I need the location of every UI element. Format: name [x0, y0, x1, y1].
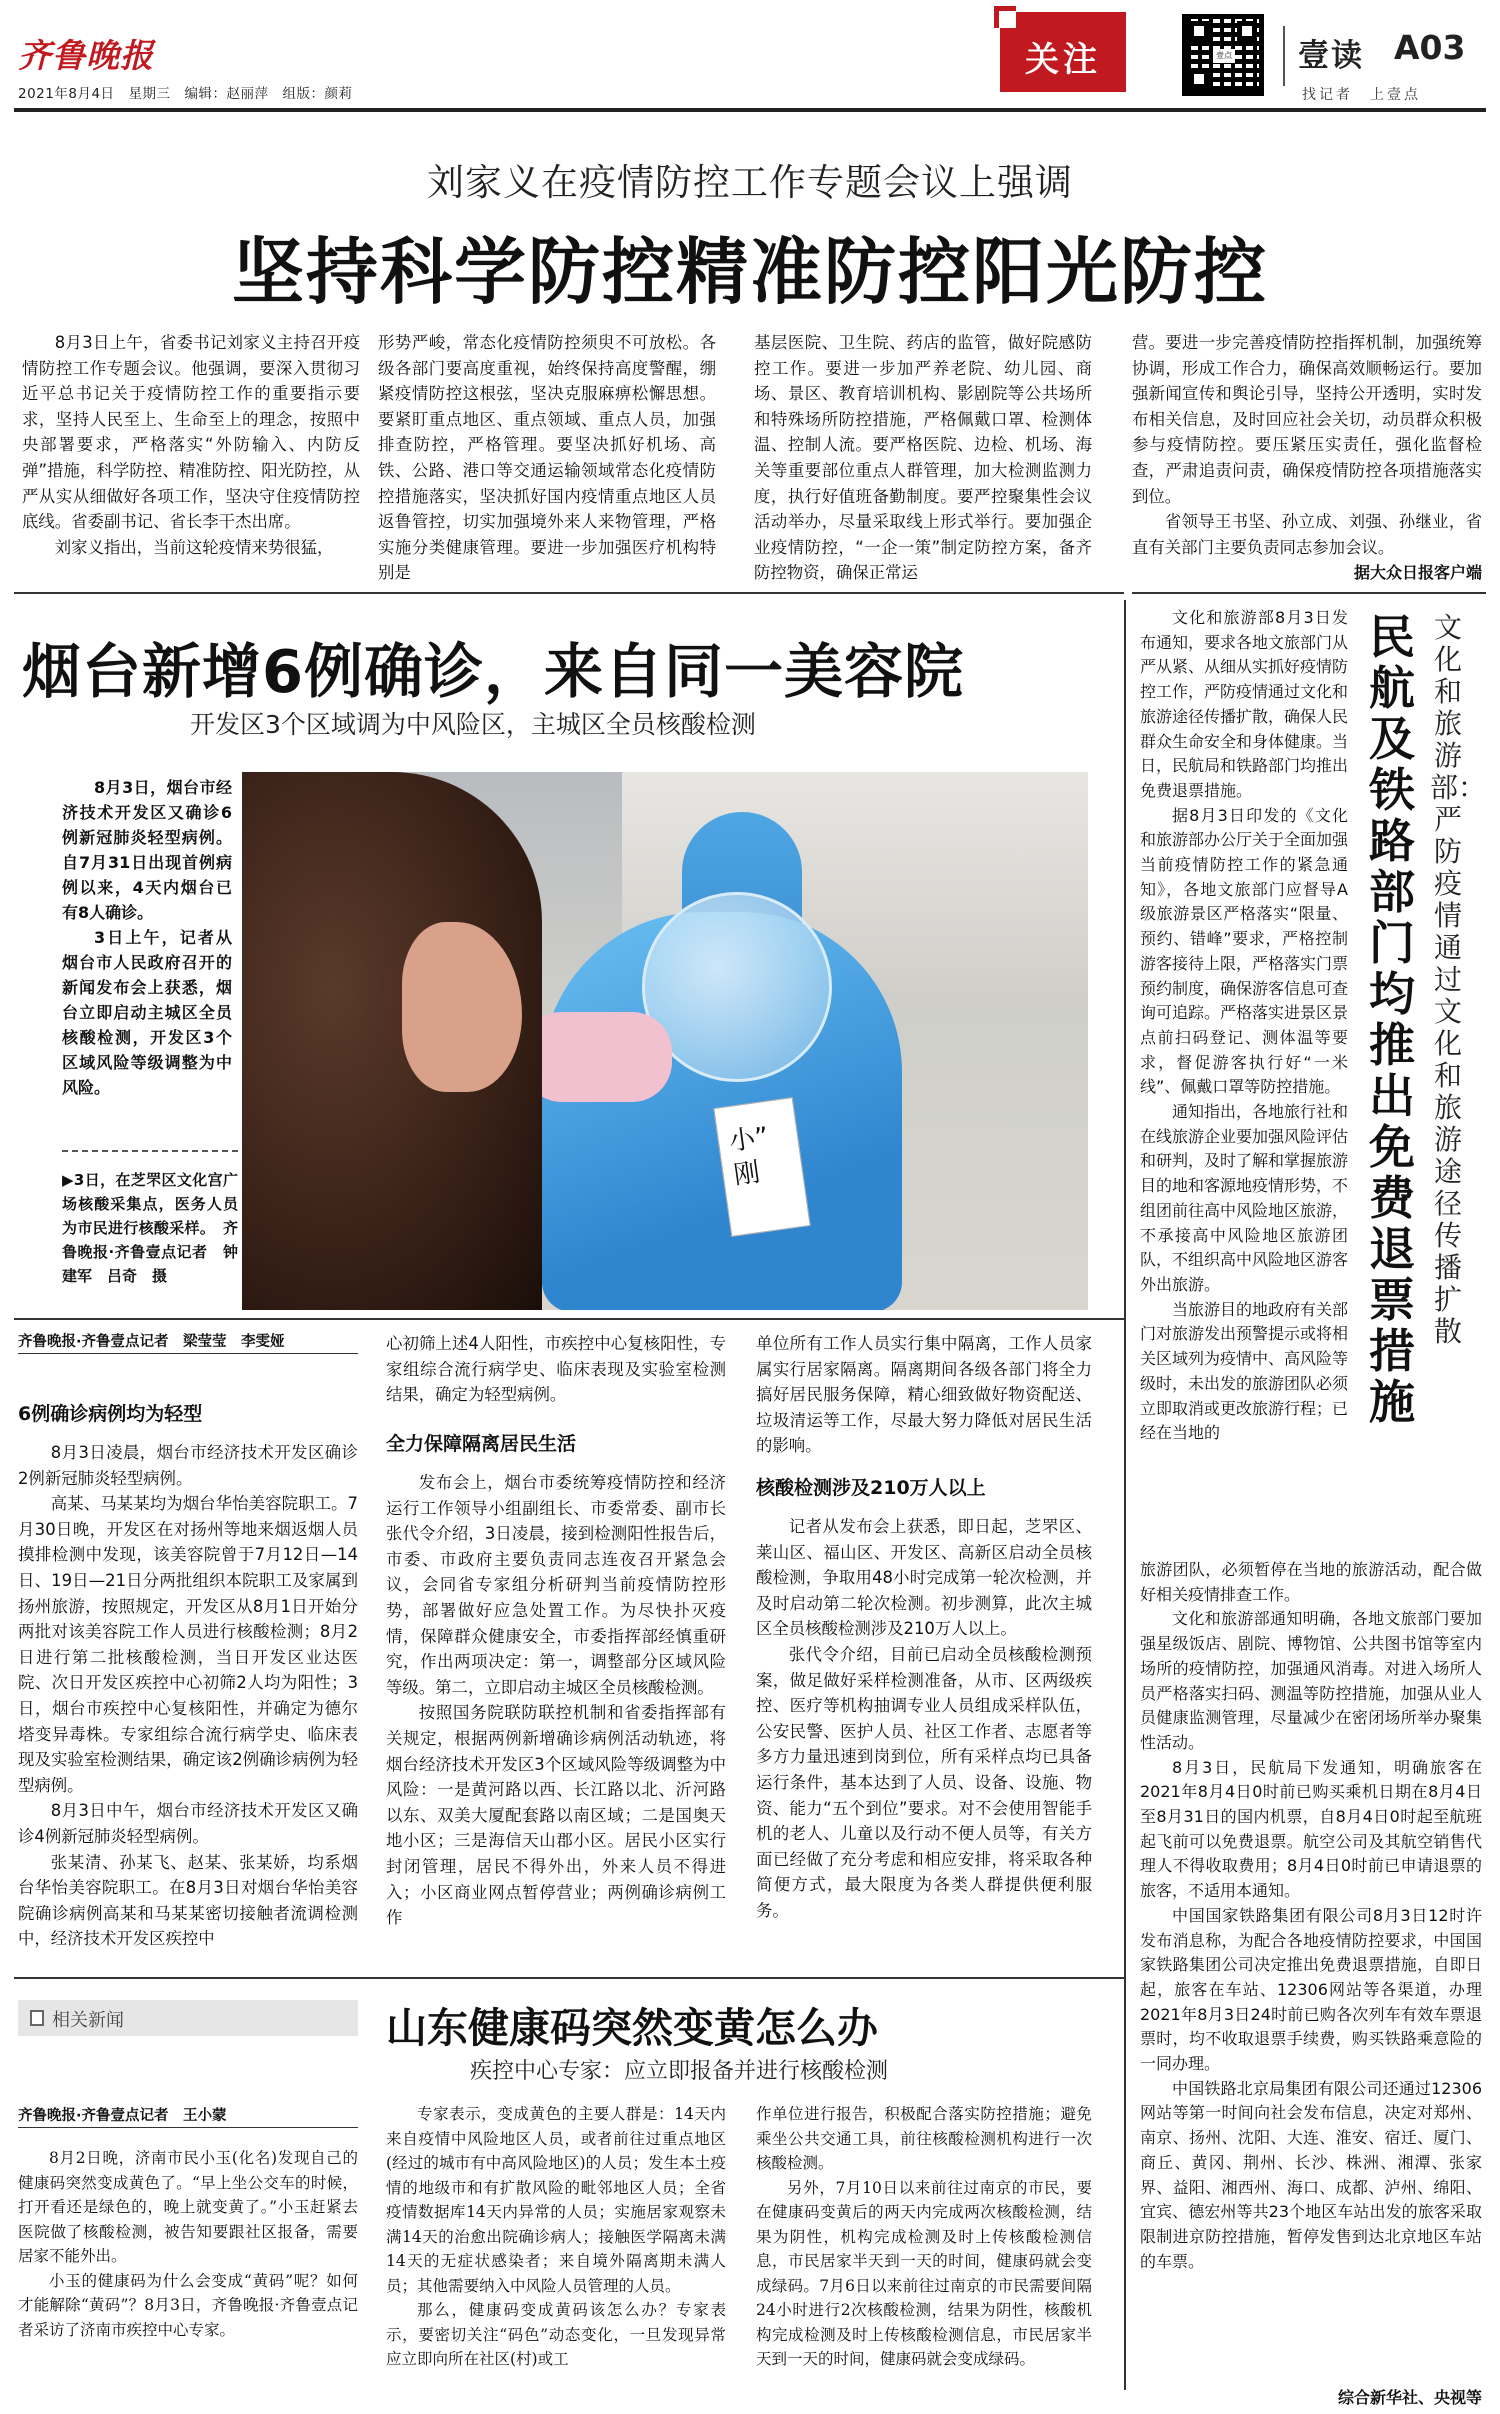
tagline: 找记者 上壹点	[1302, 87, 1421, 103]
qr-center-label: 壹点	[1213, 49, 1235, 63]
related-news-label: 相关新闻	[52, 2010, 124, 2031]
lead-col-1	[22, 330, 360, 560]
date-line: 2021年8月4日 星期三 编辑：赵丽萍 组版：颜莉	[18, 86, 353, 102]
qr-finder-tl	[1189, 21, 1209, 41]
yantai-col-3a	[756, 1331, 1092, 1459]
paragraph: 按照国务院联防联控机制和省委指挥部有关规定，根据两例新增确诊病例活动轨迹，将烟台经济技术开发区3个区域风险等级调整为中风险：一是黄河路以西、长江路以北、沂河路以东、双美大厦配套路以南区域；二是国奥天地小区；三是海信天山郡小区。居民小区实行封闭管理，居民不得外出，外来人员不得进入；小区商业网点暂停营业；两例确诊病例工作	[386, 1703, 726, 1928]
paragraph: 单位所有工作人员实行集中隔离，工作人员家属实行居家隔离。隔离期间各级各部门将全力搞好居民服务保障，精心细致做好物资配送、垃圾清运等工作，尽最大努力降低对居民生活的影响。	[756, 1334, 1092, 1456]
masthead-divider	[1283, 26, 1285, 86]
paragraph: 营。要进一步完善疫情防控指挥机制，加强统筹协调，形成工作合力，确保高效顺畅运行。要加强新闻宣传和舆论引导，坚持公开透明，实时发布相关信息，及时回应社会关切，动员群众积极参与疫情防控。要压紧压实责任，强化监督检查，严肃追责问责，确保疫情防控各项措施落实到位。	[1132, 333, 1482, 506]
paragraph: 形势严峻，常态化疫情防控须臾不可放松。各级各部门要高度重视，始终保持高度警醒，绷紧疫情防控这根弦，坚决克服麻痹松懈思想。要紧盯重点地区、重点领域、重点人员，加强排查防控，严格管理。要坚决抓好机场、高铁、公路、港口等交通运输领域常态化疫情防控措施落实，坚决抓好国内疫情重点地区人员返鲁管控，切实加强境外来人来物管理，严格实施分类健康管理。要进一步加强医疗机构特别是	[378, 333, 716, 583]
yantai-summary	[62, 775, 232, 1100]
related-col-1	[18, 2146, 358, 2342]
section-name: 壹读	[1298, 38, 1364, 74]
badge-label: 关注	[1025, 40, 1101, 80]
lead-kicker: 刘家义在疫情防控工作专题会议上强调	[427, 161, 1073, 204]
paragraph: 作单位进行报告，积极配合落实防控措施；避免乘坐公共交通工具，前往核酸检测机构进行一次核酸检测。	[756, 2105, 1092, 2172]
yantai-subhead: 开发区3个区域调为中风险区，主城区全员核酸检测	[190, 710, 756, 739]
caption-rule	[62, 1150, 238, 1152]
paragraph: 张某清、孙某飞、赵某、张某娇，均系烟台华怡美容院职工。在8月3日对烟台华怡美容院确诊病例高某和马某某密切接触者流调检测中，经济技术开发区疾控中	[18, 1852, 358, 1949]
paragraph: 记者从发布会上获悉，即日起，芝罘区、莱山区、福山区、开发区、高新区启动全员核酸检测，争取用48小时完成第一轮次检测，并及时启动第二轮次检测。初步测算，此次主城区全员核酸检测涉及210万人以上。	[756, 1517, 1092, 1639]
paragraph: 旅游团队，必须暂停在当地的旅游活动，配合做好相关疫情排查工作。	[1140, 1560, 1482, 1604]
lead-source: 据大众日报客户端	[1353, 563, 1482, 582]
qr-code	[1182, 14, 1264, 96]
yantai-section-1: 6例确诊病例均为轻型	[18, 1403, 203, 1425]
paragraph: 3日上午，记者从烟台市人民政府召开的新闻发布会上获悉，烟台立即启动主城区全员核酸检测，开发区3个区域风险等级调整为中风险。	[62, 928, 232, 1097]
photo-gloves	[522, 1012, 672, 1102]
yantai-section-3: 核酸检测涉及210万人以上	[756, 1477, 986, 1499]
paragraph: 当旅游目的地政府有关部门对旅游发出预警提示或将相关区域列为疫情中、高风险等级时，未出发的旅游团队必须立即取消或更改旅游行程；已经在当地的	[1140, 1299, 1349, 1443]
section-badge	[1000, 12, 1126, 92]
yantai-col-1	[18, 1440, 358, 1952]
photo-caption: ▶3日，在芝罘区文化宫广场核酸采集点，医务人员为市民进行核酸采样。 齐鲁晚报·齐鲁壹点记者 钟建军 吕奇 摄	[62, 1171, 238, 1285]
yantai-col-3b	[756, 1514, 1092, 1924]
yantai-byline: 齐鲁晚报·齐鲁壹点记者 梁莹莹 李雯娅	[18, 1331, 358, 1354]
paragraph: 省领导王书坚、孙立成、刘强、孙继业，省直有关部门主要负责同志参加会议。	[1132, 512, 1482, 557]
paragraph: 那么，健康码变成黄码该怎么办？专家表示，要密切关注“码色”动态变化，一旦发现异常应立即向所在社区(村)或工	[386, 2301, 726, 2368]
paragraph: 8月2日晚，济南市民小玉(化名)发现自己的健康码突然变成黄色了。“早上坐公交车的时候，打开看还是绿色的，晚上就变黄了。”小玉赶紧去医院做了核酸检测，被告知要跟社区报备，需要居家不能外出。	[18, 2149, 358, 2265]
paragraph: 心初筛上述4人阳性，市疾控中心复核阳性，专家组综合流行病学史、临床表现及实验室检测结果，确定为轻型病例。	[386, 1334, 726, 1405]
paragraph: 中国铁路北京局集团有限公司还通过12306网站等第一时间向社会发布信息，决定对郑州、南京、扬州、沈阳、大连、淮安、宿迁、厦门、商丘、黄冈、荆州、长沙、株洲、湘潭、张家界、益阳、湘西州、海口、成都、泸州、绵阳、宜宾、德宏州等共23个地区车站出发的旅客采取限制进京防控措施，暂停发售到达北京地区车站的车票。	[1140, 2078, 1482, 2271]
related-byline: 齐鲁晚报·齐鲁壹点记者 王小蒙	[18, 2105, 358, 2128]
tourism-kicker: 文化和旅游部：严防疫情通过文化和旅游途径传播扩散	[1430, 611, 1487, 1348]
paragraph: 8月3日中午，烟台市经济技术开发区又确诊4例新冠肺炎轻型病例。	[18, 1801, 358, 1846]
paragraph: 8月3日，烟台市经济技术开发区又确诊6例新冠肺炎轻型病例。自7月31日出现首例病例以来，4天内烟台已有8人确诊。	[62, 778, 232, 922]
paragraph: 8月3日，民航局下发通知，明确旅客在2021年8月4日0时前已购买乘机日期在8月4日至8月31日的国内机票，自8月4日0时起至航班起飞前可以免费退票。航空公司及其航空销售代理人不得收取费用；8月4日0时前已申请退票的旅客，不适用本通知。	[1140, 1757, 1482, 1901]
qr-finder-bl	[1189, 69, 1209, 89]
lead-rule-right	[1132, 592, 1486, 594]
tube-label: 小” 刚	[727, 1121, 771, 1191]
paragraph: 高某、马某某均为烟台华怡美容院职工。7月30日晚，开发区在对扬州等地来烟返烟人员摸排检测中发现，该美容院曾于7月12日—14日、19日—21日分两批组织本院职工及家属到扬州旅游，按照规定，开发区从8月1日开始分两批对该美容院工作人员进行核酸检测；8月2日进行第二批核酸检测，当日开发区业达医院、次日开发区疾控中心初筛2人均为阳性；3日，烟台市疾控中心复核阳性，并确定为德尔塔变异毒株。专家组综合流行病学史、临床表现及实验室检测结果，确定该2例确诊病例为轻型病例。	[18, 1494, 358, 1795]
column-divider	[1124, 600, 1126, 2390]
lead-col-4	[1132, 330, 1482, 560]
newspaper-logo: 齐鲁晚报	[18, 36, 154, 75]
news-photo	[242, 772, 1088, 1310]
qr-finder-tr	[1237, 21, 1257, 41]
yantai-col-2b	[386, 1470, 726, 1931]
paragraph: 小玉的健康码为什么会变成“黄码”呢？如何才能解除“黄码”？8月3日，齐鲁晚报·齐鲁壹点记者采访了济南市疾控中心专家。	[18, 2271, 358, 2339]
paragraph: 张代令介绍，目前已启动全员核酸检测预案，做足做好采样检测准备，从市、区两级疾控、医疗等机构抽调专业人员组成采样队伍，公安民警、医护人员、社区工作者、志愿者等多方力量迅速到岗到位，所有采样点均已具备运行条件，基本达到了人员、设备、设施、物资、能力“五个到位”要求。对不会使用智能手机的老人、儿童以及行动不便人员等，有关方面已经做了充分考虑和相应安排，将采取各种简便方式，最大限度为各类人群提供便利服务。	[756, 1644, 1092, 1920]
page-number: A03	[1394, 28, 1466, 67]
yantai-section-2: 全力保障隔离居民生活	[386, 1433, 577, 1455]
tourism-col-wide	[1140, 1558, 1482, 2274]
paragraph: 另外，7月10日以来前往过南京的市民，要在健康码变黄后的两天内完成两次核酸检测，结果为阴性，机构完成检测及时上传核酸检测信息，市民居家半天到一天的时间，健康码就会变成绿码。7月6日以来前往过南京的市民需要间隔24小时进行2次核酸检测，结果为阴性，核酸机构完成检测及时上传核酸检测信息，市民居家半天到一天的时间，健康码就会变成绿码。	[756, 2178, 1092, 2368]
related-rule	[14, 1977, 1124, 1979]
paragraph: 中国国家铁路集团有限公司8月3日12时许发布消息称，为配合各地疫情防控要求，中国国家铁路集团公司决定推出免费退票措施，自即日起，旅客在车站、12306网站等各渠道，办理2021年8月3日24时前已购各次列车有效车票退票时，均不收取退票手续费，购买铁路乘意险的一同办理。	[1140, 1905, 1482, 2074]
related-col-3	[756, 2102, 1092, 2372]
paragraph: 文化和旅游部8月3日发布通知，要求各地文旅部门从严从紧、从细从实抓好疫情防控工作，严防疫情通过文化和旅游途径传播扩散，确保人民群众生命安全和身体健康。当日，民航局和铁路部门均推出免费退票措施。	[1140, 608, 1349, 800]
paragraph: 文化和旅游部通知明确，各地文旅部门要加强星级饭店、剧院、博物馆、公共图书馆等室内场所的疫情防控，加强通风消毒。对进入场所人员严格落实扫码、测温等防控措施，加强从业人员健康监测管理，尽量减少在密闭场所举办聚集性活动。	[1140, 1609, 1482, 1752]
photo-rule	[14, 1318, 1124, 1320]
related-headline: 山东健康码突然变黄怎么办	[386, 2004, 878, 2052]
lead-col-3	[754, 330, 1092, 586]
header-rule	[14, 108, 1486, 112]
lead-rule	[14, 592, 1124, 594]
document-icon	[30, 2010, 44, 2026]
paragraph: 基层医院、卫生院、药店的监管，做好院感防控工作。要进一步加严养老院、幼儿园、商场、景区、教育培训机构、影剧院等公共场所和特殊场所防控措施，严格佩戴口罩、检测体温、控制人流。要严格医院、边检、机场、海关等重要部位重点人群管理，加大检测监测力度，执行好值班备勤制度。要严控聚集性会议活动举办，尽量采取线上形式举行。要加强企业疫情防控，“一企一策”制定防控方案，备齐防控物资，确保正常运	[754, 333, 1092, 583]
paragraph: 发布会上，烟台市委统筹疫情防控和经济运行工作领导小组副组长、市委常委、副市长张代令介绍，3日凌晨，接到检测阳性报告后，市委、市政府主要负责同志连夜召开紧急会议，会同省专家组分析研判当前疫情防控形势，部署做好应急处置工作。为尽快扑灭疫情，保障群众健康安全，市委指挥部经慎重研究，作出两项决定：第一，调整部分区域风险等级。第二，立即启动主城区全员核酸检测。	[386, 1473, 726, 1697]
tourism-source: 综合新华社、央视等	[1337, 2388, 1482, 2407]
yantai-headline: 烟台新增6例确诊，来自同一美容院	[22, 637, 965, 706]
paragraph: 专家表示，变成黄色的主要人群是：14天内来自疫情中风险地区人员，或者前往过重点地区(经过的城市有中高风险地区)的人员；发生本土疫情的地级市和有扩散风险的毗邻地区人员；全省疫情数据库14天内异常的人员；实施居家观察未满14天的治愈出院确诊病人；接触医学隔离未满14天的无症状感染者；来自境外隔离期未满人员；其他需要纳入中风险人员管理的人员。	[386, 2105, 726, 2295]
paragraph: 据8月3日印发的《文化和旅游部办公厅关于全面加强当前疫情防控工作的紧急通知》，各地文旅部门应督导A级旅游景区严格落实“限量、预约、错峰”要求，严格控制游客接待上限，严格落实门票预约制度，确保游客信息可查询可追踪。严格落实进景区景点前扫码登记、测体温等要求，督促游客执行好“一米线”、佩戴口罩等防控措施。	[1140, 805, 1349, 1097]
related-col-2	[386, 2102, 726, 2372]
paragraph: 刘家义指出，当前这轮疫情来势很猛，	[54, 537, 334, 557]
related-news-tag	[18, 2000, 358, 2036]
paragraph: 8月3日凌晨，烟台市经济技术开发区确诊2例新冠肺炎轻型病例。	[18, 1443, 358, 1488]
tourism-headline: 民航及铁路部门均推出免费退票措施	[1369, 610, 1415, 1429]
yantai-col-2a	[386, 1331, 726, 1408]
masthead	[0, 0, 1500, 125]
paragraph: 8月3日上午，省委书记刘家义主持召开疫情防控工作专题会议。他强调，要深入贯彻习近平总书记关于疫情防控工作的重要指示要求，坚持人民至上、生命至上的理念，按照中央部署要求，严格落实“外防输入、内防反弹”措施，科学防控、精准防控、阳光防控，从严从实从细做好各项工作，坚决守住疫情防控底线。省委副书记、省长李干杰出席。	[22, 333, 360, 532]
badge-corner	[994, 6, 1016, 28]
lead-headline: 坚持科学防控精准防控阳光防控	[231, 230, 1268, 314]
lead-col-2	[378, 330, 716, 586]
related-subhead: 疾控中心专家：应立即报备并进行核酸检测	[470, 2059, 889, 2084]
paragraph: 通知指出，各地旅行社和在线旅游企业要加强风险评估和研判，及时了解和掌握旅游目的地和客源地疫情形势，不组团前往高中风险地区旅游，不承接高中风险地区旅游团队，不组织高中风险地区游客外出旅游。	[1140, 1102, 1349, 1294]
tourism-col-narrow	[1140, 606, 1348, 1446]
